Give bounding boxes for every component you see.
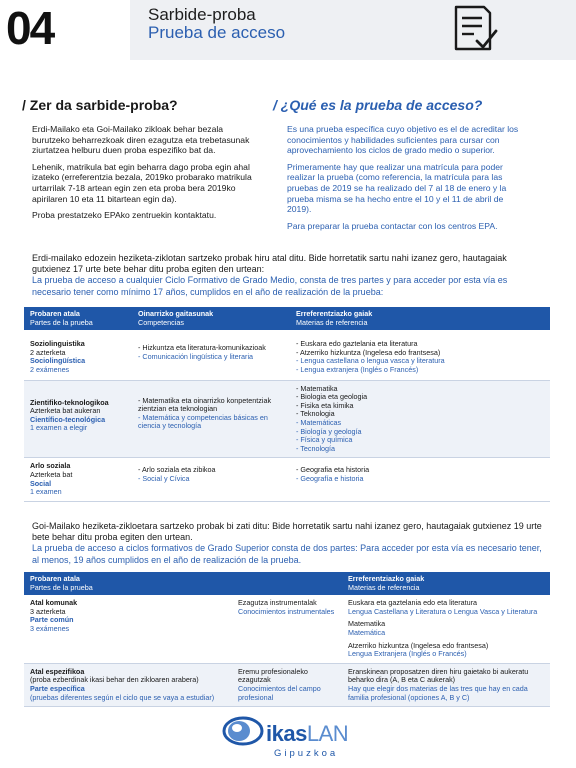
table-cell: Zientifiko-teknologikoa Azterketa bat aukeran Científico-tecnológica 1 examen a elegir <box>24 380 132 458</box>
table-header-cell: Probaren atala Partes de la prueba <box>24 572 342 595</box>
table-row <box>24 330 550 380</box>
table-cell: - Matematika - Biologia eta geologia - Fisika eta kimika - Teknologia - Matemáticas - Biología y geología - Física y química - Tecnología <box>290 380 550 458</box>
logo-subtitle: Gipuzkoa <box>274 748 339 759</box>
superior-intro-es: La prueba de acceso a ciclos formativos de Grado Superior consta de dos partes: Para acceder por esta vía es necesario tener, al menos, 19 años cumplidos en el año de realización de la prueba. <box>32 543 542 565</box>
page-title-eu: Sarbide-proba <box>148 5 256 24</box>
page-header <box>0 0 576 60</box>
medio-table <box>24 307 550 502</box>
section-number: 04 <box>6 2 54 54</box>
table-cell: Soziolinguistika 2 azterketa Sociolingüística 2 exámenes <box>24 330 132 380</box>
table-cell: Atal komunak 3 azterketa Parte común 3 exámenes <box>24 595 232 663</box>
table-cell: Atal espezifikoa (proba ezberdinak ikasi behar den zikloaren arabera) Parte específica (pruebas diferentes según el ciclo que se vaya a estudiar) <box>24 663 232 706</box>
description-es <box>287 124 527 237</box>
paragraph: Es una prueba específica cuyo objetivo es el de acreditar los conocimientos y habilidades suficientes para cursar con aprovechamiento los ciclos de grado medio o superior. <box>287 124 519 156</box>
table-header-row <box>24 572 550 595</box>
checklist-document-icon <box>450 3 500 53</box>
paragraph: Lehenik, matrikula bat egin beharra dago proba egin ahal izateko (erreferentzia bezala, 2019ko probarako matrikula urtarrilak 7-18 artean egin zen eta proba bera 2019ko apirilaren 10 eta 11 bitartean egin da). <box>32 161 252 204</box>
medio-intro-es: La prueba de acceso a cualquier Ciclo Formativo de Grado Medio, consta de tres partes y para acceder por esta vía es necesario tener como mínimo 17 años, cumplidos en el año de realización de la prueba: <box>32 275 508 297</box>
table-row <box>24 380 550 458</box>
table-cell: Eranskinean proposatzen diren hiru gaietako bi aukeratu beharko dira (A, B eta C aukerak) Hay que elegir dos materias de las tres que hay en cada familia profesional (opciones A, B y C) <box>342 663 550 706</box>
table-header-cell: Erreferentziazko gaiak Materias de referencia <box>342 572 550 595</box>
table-row <box>24 458 550 502</box>
table-cell: - Arlo soziala eta zibikoa - Social y Cívica <box>132 458 290 502</box>
table-cell: Ezagutza instrumentalak Conocimientos instrumentales <box>232 595 342 663</box>
table-cell: Euskara eta gaztelania edo eta literatura Lengua Castellana y Literatura o Lengua Vasca y Literatura Matematika Matemática Atzerriko hizkuntza (Ingelesa edo frantsesa) Lengua Extranjera (Inglés o Francés) <box>342 595 550 663</box>
table-cell: - Euskara edo gaztelania eta literatura - Atzerriko hizkuntza (Ingelesa edo frantsesa) - Lengua castellana o lengua vasca y literatura - Lengua extranjera (Inglés o Francés) <box>290 330 550 380</box>
table-cell: Arlo soziala Azterketa bat Social 1 examen <box>24 458 132 502</box>
logo-wordmark: ikasLAN <box>266 721 349 746</box>
paragraph: Para preparar la prueba contactar con los centros EPA. <box>287 220 498 231</box>
paragraph: Primeramente hay que realizar una matrícula para poder realizar la prueba (como referencia, la matrícula para las pruebas de 2019 se ha realizado del 7 al 18 de enero y la prueba misma se ha hecho entre el 10 y el 11 de abril de 2019). <box>287 161 507 215</box>
table-row <box>24 663 550 706</box>
table-cell: - Matematika eta oinarrizko konpetentziak zientzian eta teknologian - Matemática y competencias básicas en ciencia y tecnología <box>132 380 290 458</box>
table-cell: Eremu profesionaleko ezagutzak Conocimientos del campo profesional <box>232 663 342 706</box>
medio-intro <box>32 253 542 298</box>
table-cell: - Hizkuntza eta literatura-komunikazioak - Comunicación lingüística y literaria <box>132 330 290 380</box>
ikaslan-logo <box>222 712 362 764</box>
table-header-cell: Erreferentziazko gaiak Materias de referencia <box>290 307 550 330</box>
paragraph: Erdi-Mailako eta Goi-Mailako zikloak behar bezala burutzeko beharrezkoak diren ezagutza eta trebetasunak ziurtatzea helburu duen proba espezifiko bat da. <box>32 124 250 156</box>
medio-intro-eu: Erdi-mailako edozein heziketa-ziklotan sartzeko probak hiru atal ditu. Bide horretatik sartu nahi izanez gero, hautagaiak gutxienez 17 urte bete behar ditu proba egiten den urtean: <box>32 253 507 275</box>
superior-intro <box>32 521 542 566</box>
page-title-es: Prueba de acceso <box>148 23 286 42</box>
section-heading-es: / ¿Qué es la prueba de acceso? <box>273 97 483 113</box>
table-header-row <box>24 307 550 330</box>
table-cell: - Geografia eta historia - Geografía e historia <box>290 458 550 502</box>
table-header-cell: Probaren atala Partes de la prueba <box>24 307 132 330</box>
superior-table <box>24 572 550 707</box>
ikaslan-logo-icon <box>222 716 264 746</box>
table-header-cell: Oinarrizko gaitasunak Competencias <box>132 307 290 330</box>
section-heading-eu: / Zer da sarbide-proba? <box>22 97 178 113</box>
superior-intro-eu: Goi-Mailako heziketa-zikloetara sartzeko probak bi zati ditu: Bide horretatik sartu nahi izanez gero, hautagaiak gutxienez 19 urte bete behar ditu proba egiten den urtean. <box>32 521 542 543</box>
paragraph: Proba prestatzeko EPAko zentruekin kontaktatu. <box>32 210 217 221</box>
table-row <box>24 595 550 663</box>
description-eu <box>32 124 260 227</box>
